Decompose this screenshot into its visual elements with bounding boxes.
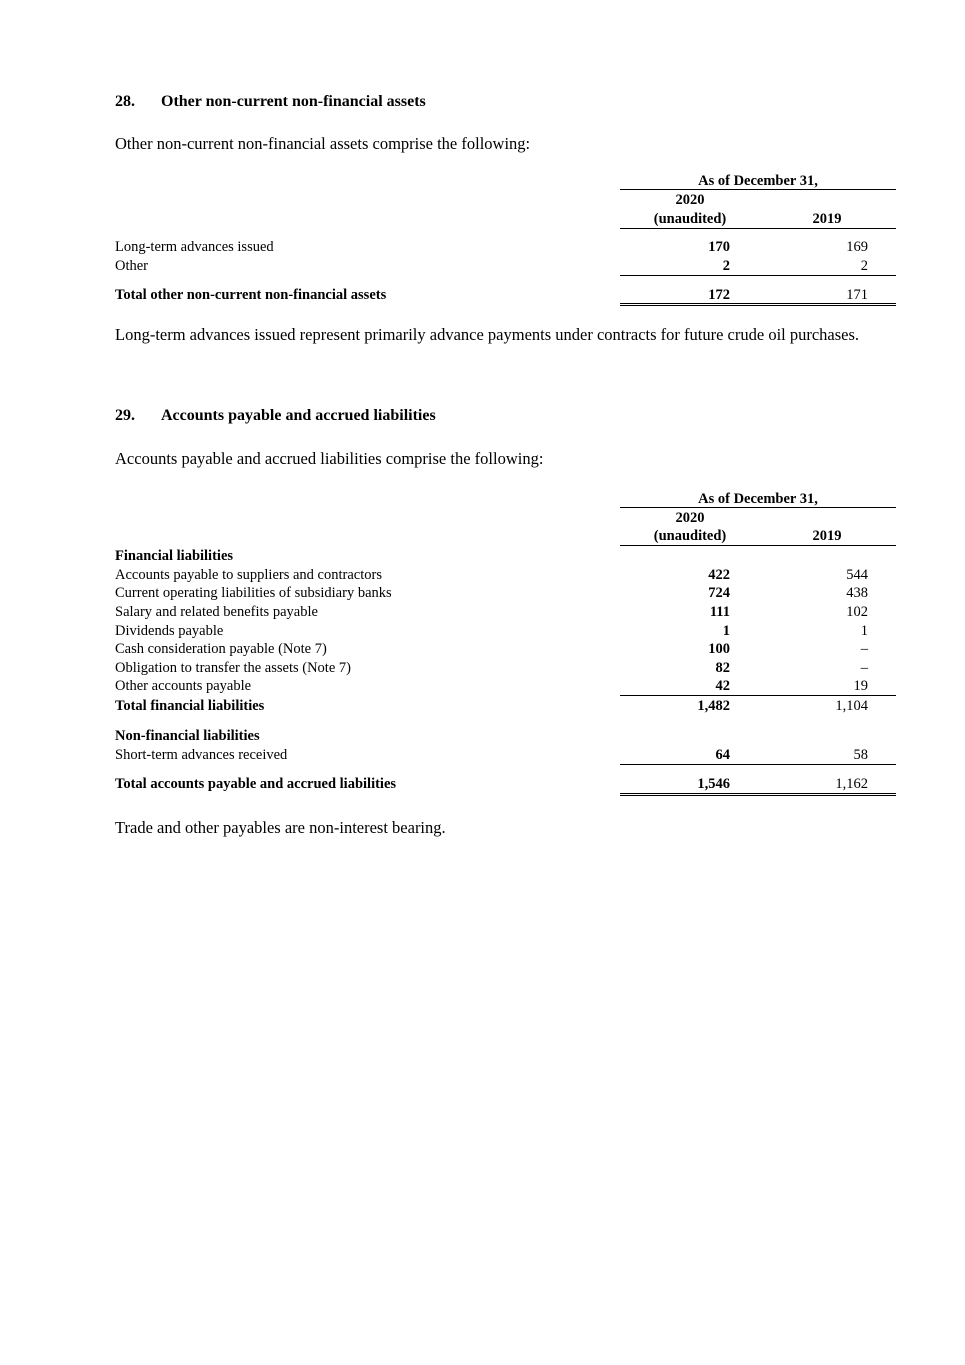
column-2020-note: (unaudited): [653, 211, 727, 227]
subtotal-rule: [620, 275, 896, 276]
row-label: Total other non-current non-financial assets: [115, 287, 387, 303]
column-2019-year: 2019: [812, 211, 842, 227]
table-row: [115, 584, 896, 602]
value-2019: 1,162: [835, 776, 868, 792]
financial-liabilities-heading: [115, 547, 896, 565]
value-2020: 1: [722, 623, 730, 639]
section-number: 28.: [115, 93, 135, 110]
table-row: [115, 640, 896, 658]
section-29-intro: Accounts payable and accrued liabilities comprise the following:: [115, 449, 544, 468]
value-2020: 42: [715, 678, 730, 694]
value-2019: 58: [853, 747, 868, 763]
value-2019: 169: [846, 239, 868, 255]
section-title: Other non-current non-financial assets: [161, 93, 426, 110]
column-2020-note: (unaudited): [653, 528, 727, 544]
section-title: Accounts payable and accrued liabilities: [161, 407, 436, 424]
header-rule: [620, 507, 896, 508]
row-label: Short-term advances received: [115, 747, 288, 763]
total-double-rule: [620, 303, 896, 306]
header-rule: [620, 189, 896, 190]
value-2020: 2: [722, 258, 730, 274]
section-28-heading: [115, 93, 426, 111]
value-2019: 1,104: [835, 698, 868, 714]
value-2019: 171: [846, 287, 868, 303]
value-2020: 724: [708, 585, 730, 601]
section-number: 29.: [115, 407, 135, 424]
section-28-intro: Other non-current non-financial assets comprise the following:: [115, 134, 531, 153]
financial-total-row: [115, 697, 896, 715]
table-row: [115, 566, 896, 584]
value-2019: –: [860, 660, 868, 676]
row-label: Other: [115, 258, 149, 274]
value-2019: 2: [860, 258, 868, 274]
row-label: Cash consideration payable (Note 7): [115, 641, 327, 657]
table-row: [115, 677, 896, 695]
accounts-payable-table: [115, 488, 896, 803]
total-row: [115, 286, 896, 304]
row-label: Financial liabilities: [115, 548, 234, 564]
subtotal-rule: [620, 764, 896, 765]
other-assets-table: [115, 170, 896, 310]
nonfinancial-liabilities-heading: [115, 727, 896, 745]
row-label: Total accounts payable and accrued liabilities: [115, 776, 397, 792]
value-2020: 172: [708, 287, 730, 303]
column-header-rule: [620, 228, 896, 229]
value-2019: –: [860, 641, 868, 657]
table-row: [115, 603, 896, 621]
value-2019: 438: [846, 585, 868, 601]
section-29-heading: [115, 407, 436, 425]
grand-total-row: [115, 775, 896, 793]
value-2020: 111: [709, 604, 730, 620]
value-2019: 102: [846, 604, 868, 620]
column-header-rule: [620, 545, 896, 546]
value-2020: 170: [708, 239, 730, 255]
section-29-note: Trade and other payables are non-interest bearing.: [115, 818, 446, 837]
row-label: Other accounts payable: [115, 678, 252, 694]
period-header: As of December 31,: [698, 173, 818, 189]
row-label: Non-financial liabilities: [115, 728, 260, 744]
row-label: Current operating liabilities of subsidiary banks: [115, 585, 392, 601]
subtotal-rule: [620, 695, 896, 696]
table-row: [115, 746, 896, 764]
value-2020: 64: [715, 747, 730, 763]
value-2020: 100: [708, 641, 730, 657]
table-row: [115, 659, 896, 677]
row-label: Obligation to transfer the assets (Note 7): [115, 660, 351, 676]
value-2020: 1,546: [697, 776, 730, 792]
value-2020: 422: [708, 567, 730, 583]
row-label: Long-term advances issued: [115, 239, 274, 255]
value-2020: 82: [715, 660, 730, 676]
column-2019-year: 2019: [812, 528, 842, 544]
table-row: [115, 257, 896, 275]
table-row: [115, 238, 896, 256]
table-row: [115, 622, 896, 640]
column-2020-year: 2020: [675, 192, 705, 208]
value-2019: 544: [846, 567, 868, 583]
total-double-rule: [620, 793, 896, 796]
column-2020-year: 2020: [675, 510, 705, 526]
value-2019: 19: [853, 678, 868, 694]
value-2019: 1: [860, 623, 868, 639]
row-label: Salary and related benefits payable: [115, 604, 318, 620]
section-28-note: Long-term advances issued represent primarily advance payments under contracts for future crude oil purchases.: [115, 325, 860, 344]
row-label: Dividends payable: [115, 623, 224, 639]
row-label: Accounts payable to suppliers and contractors: [115, 567, 382, 583]
row-label: Total financial liabilities: [115, 698, 265, 714]
period-header: As of December 31,: [698, 491, 818, 507]
value-2020: 1,482: [697, 698, 730, 714]
